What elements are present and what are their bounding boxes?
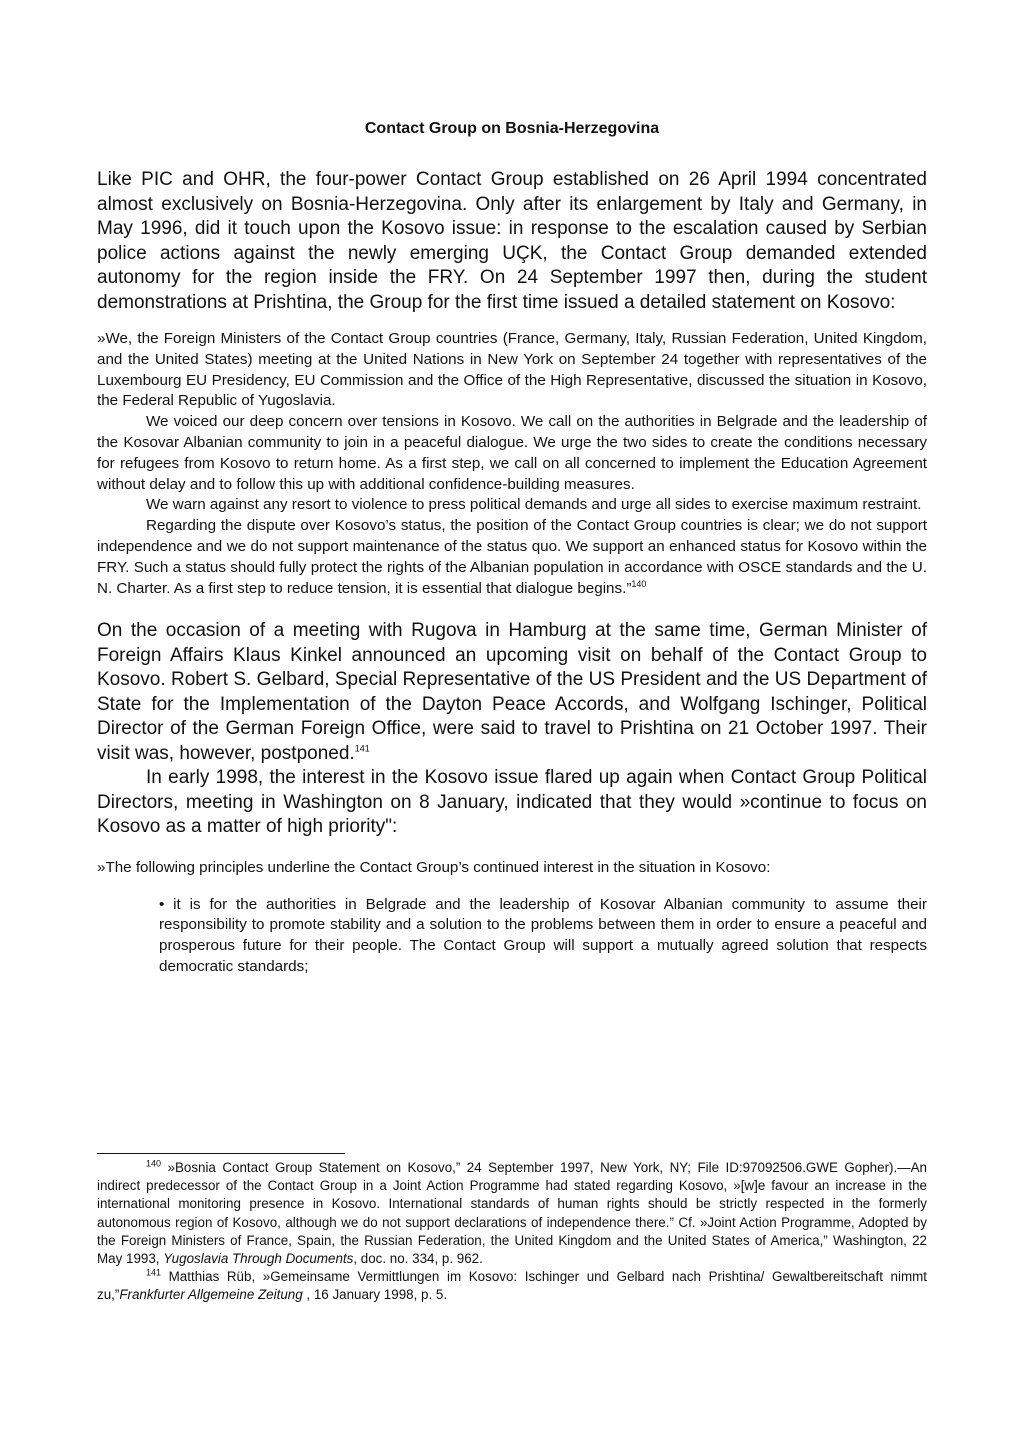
footnote-141-source: Frankfurter Allgemeine Zeitung bbox=[119, 1287, 303, 1303]
quoted-statement-2 bbox=[97, 858, 927, 978]
body-paragraph-1: Like PIC and OHR, the four-power Contact Group established on 26 April 1994 concentrated almost exclusively on Bosnia-Herzegovina. Only after its enlargement by Italy and Germany, in May 1996, did it touch upon the Kosovo issue: in response to the escalation caused by Serbian police actions against the newly emerging UÇK, the Contact Group demanded extended autonomy for the region inside the FRY. On 24 September 1997 then, during the student demonstrations at Prishtina, the Group for the first time issued a detailed statement on Kosovo: bbox=[97, 169, 927, 313]
quote-paragraph-2: We voiced our deep concern over tensions in Kosovo. We call on the authorities in Belgrade and the leadership of the Kosovar Albanian community to join in a peaceful dialogue. We urge the two sides to create the conditions necessary for refugees from Kosovo to return home. As a first step, we call on all concerned to implement the Education Agreement without delay and to follow this up with additional confidence-building measures. bbox=[97, 413, 927, 493]
quote-paragraph-4 bbox=[97, 516, 927, 599]
footnote-141-text: Matthias Rüb, »Gemeinsame Vermittlungen im Kosovo: Ischinger und Gelbard nach Prishtina/ Gewaltbereitschaft nimmt zu,” bbox=[97, 1269, 927, 1303]
footnote-ref-140[interactable]: 140 bbox=[631, 578, 647, 589]
footnote-ref-141[interactable]: 141 bbox=[354, 743, 370, 754]
quote2-bullet-1: • it is for the authorities in Belgrade and the leadership of Kosovar Albanian community to assume their responsibility to promote stability and a solution to the problems between them in order to ensure a peaceful and prosperous future for their people. The Contact Group will support a mutually agreed solution that respects democratic standards; bbox=[159, 895, 927, 976]
section-title: Contact Group on Bosnia-Herzegovina bbox=[364, 120, 660, 137]
body-paragraph-3: In early 1998, the interest in the Kosovo issue flared up again when Contact Group Political Directors, meeting in Washington on 8 January, indicated that they would »continue to focus on Kosovo as a matter of high priority": bbox=[97, 767, 927, 838]
document-page bbox=[97, 118, 927, 978]
footnote-140-source: Yugoslavia Through Documents bbox=[163, 1251, 354, 1267]
footnote-140-number: 140 bbox=[146, 1158, 162, 1169]
quote-paragraph-4-text: Regarding the dispute over Kosovo’s status, the position of the Contact Group countries is clear; we do not support independence and we do not support maintenance of the status quo. We support an enhanced status for Kosovo within the FRY. Such a status should fully protect the rights of the Albanian population in accordance with OSCE standards and the U. N. Charter. As a first step to reduce tension, it is essential that dialogue begins.” bbox=[97, 517, 927, 597]
footnote-140-text: »Bosnia Contact Group Statement on Kosovo,” 24 September 1997, New York, NY; File ID:97092506.GWE Gopher).—An indirect predecessor of the Contact Group in a Joint Action Programme had stated regarding Kosovo, »[w]e favour an increase in the international monitoring presence in Kosovo. International standards of human rights should be strictly respected in the formerly autonomous region of Kosovo, although we do not support declarations of independence there.” Cf. »Joint Action Programme, Adopted by the Foreign Ministers of France, Spain, the Russian Federation, the United Kingdom and the United States of America,” Washington, 22 May 1993, bbox=[97, 1160, 927, 1267]
quote-paragraph-3: We warn against any resort to violence to press political demands and urge all sides to exercise maximum restraint. bbox=[146, 496, 922, 514]
footnote-141-tail: , 16 January 1998, p. 5. bbox=[302, 1287, 448, 1303]
footnote-141-number: 141 bbox=[146, 1267, 162, 1278]
quote2-intro: »The following principles underline the Contact Group’s continued interest in the situation in Kosovo: bbox=[97, 858, 771, 876]
footnote-140-tail: , doc. no. 334, p. 962. bbox=[353, 1251, 483, 1267]
body-paragraph-2 bbox=[97, 619, 927, 766]
footnotes bbox=[97, 1159, 927, 1305]
quoted-statement-1 bbox=[97, 329, 927, 599]
body-paragraph-2-text: On the occasion of a meeting with Rugova in Hamburg at the same time, German Minister of Foreign Affairs Klaus Kinkel announced an upcoming visit on behalf of the Contact Group to Kosovo. Robert S. Gelbard, Special Representative of the US President and the US Department of State for the Implementation of the Dayton Peace Accords, and Wolfgang Ischinger, Political Director of the German Foreign Office, were said to travel to Prishtina on 21 October 1997. Their visit was, however, postponed. bbox=[97, 620, 927, 764]
footnote-141 bbox=[97, 1268, 927, 1304]
footnote-140 bbox=[97, 1159, 927, 1268]
footnote-separator bbox=[97, 1153, 345, 1154]
quote-paragraph-1: »We, the Foreign Ministers of the Contact Group countries (France, Germany, Italy, Russian Federation, United Kingdom, and the United States) meeting at the United Nations in New York on September 24 together with representatives of the Luxembourg EU Presidency, EU Commission and the Office of the High Representative, discussed the situation in Kosovo, the Federal Republic of Yugoslavia. bbox=[97, 330, 927, 410]
